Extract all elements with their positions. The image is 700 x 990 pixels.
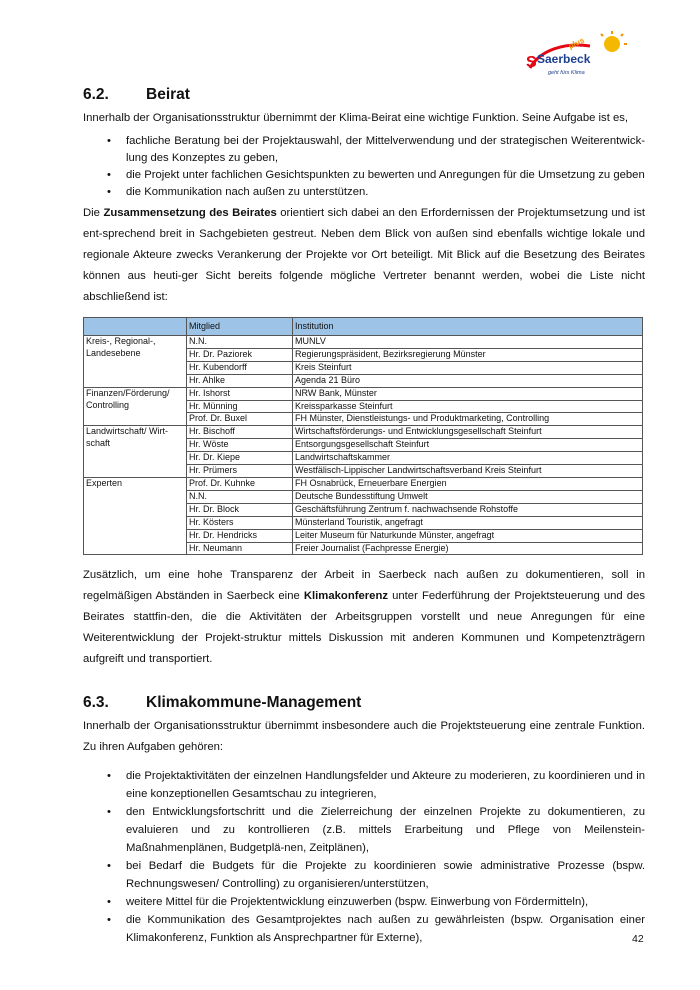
table-row: Landwirtschaft/ Wirt-schaft Hr. Bischoff Wirtschaftsförderungs- und Entwicklungsgesellschaft Steinfurt (84, 426, 643, 439)
section-6-2-intro: Innerhalb der Organisationsstruktur übernimmt der Klima-Beirat eine wichtige Funktion. Seine Aufgabe ist es, (83, 112, 629, 124)
list-item: • die Projektaktivitäten der einzelnen Handlungsfelder und Akteure zu moderieren, zu koordinieren und in eine konzeptionellen Gesamtschau zu integrieren, (107, 770, 645, 801)
table-header: Mitglied (187, 318, 293, 336)
list-item: • die Kommunikation des Gesamtprojektes nach außen zu gewährleisten (bspw. Organisation einer Klimakonferenz, Funktion als Ansprechpartner für Externe), (107, 914, 645, 945)
list-item: • fachliche Beratung bei der Projektauswahl, der Mittelverwendung und der strategischen Weiterentwick-lung des Konzeptes zu geben, (107, 135, 645, 164)
content (83, 86, 645, 947)
table-row: Hr. Dr. Block Geschäftsführung Zentrum f. nachwachsende Rohstoffe (84, 503, 643, 516)
list-item: • die Kommunikation nach außen zu unterstützen. (107, 186, 369, 198)
table-row: Finanzen/Förderung/ Controlling Hr. Ishorst NRW Bank, Münster (84, 387, 643, 400)
table-row: Hr. Ahlke Agenda 21 Büro (84, 374, 643, 387)
section-6-3 (83, 694, 645, 947)
sun-icon (601, 31, 627, 52)
section-6-3-bullet-list (83, 767, 645, 947)
list-item: • bei Bedarf die Budgets für die Projekte zu koordinieren sowie administrative Prozesse (bspw. Rechnungswesen/ Controlling) zu organisieren/unterstützen, (107, 860, 645, 891)
svg-text:plus: plus (567, 35, 586, 51)
table-header: Institution (293, 318, 643, 336)
saerbeck-logo (520, 30, 650, 85)
list-item: • den Entwicklungsfortschritt und die Zielerreichung der einzelnen Projekte zu dokumentieren, zu evaluieren und zu kontrollieren (z.B. mittels Erarbeitung und Pflege von Meilenstein-Maßnahmenplänen, Budgetplä-nen, Zeitplänen), (107, 806, 645, 855)
svg-text:geht fürs Klima: geht fürs Klima (548, 70, 585, 76)
table-row: Hr. Kösters Münsterland Touristik, angefragt (84, 516, 643, 529)
list-item: • weitere Mittel für die Projektentwicklung einzuwerben (bspw. Einwerbung von Fördermitteln), (107, 896, 589, 909)
section-6-3-intro: Innerhalb der Organisationsstruktur übernimmt insbesondere auch die Projektsteuerung eine zentrale Funktion. Zu ihren Aufgaben gehören: (83, 720, 645, 754)
table-row: Prof. Dr. Buxel FH Münster, Dienstleistungs- und Produktmarketing, Controlling (84, 413, 643, 426)
table-row: Hr. Dr. Kiepe Landwirtschaftskammer (84, 452, 643, 465)
table-row: Hr. Neumann Freier Journalist (Fachpresse Energie) (84, 542, 643, 555)
table-row: Experten Prof. Dr. Kuhnke FH Osnabrück, Erneuerbare Energien (84, 477, 643, 490)
table-row: Hr. Wöste Entsorgungsgesellschaft Steinfurt (84, 439, 643, 452)
svg-text:S: S (526, 54, 537, 71)
list-item: • die Projekt unter fachlichen Gesichtspunkten zu bewerten und Anregungen für die Umsetzung zu geben (107, 169, 645, 181)
table-row: Hr. Dr. Paziorek Regierungspräsident, Bezirksregierung Münster (84, 348, 643, 361)
table-row: Hr. Kubendorff Kreis Steinfurt (84, 361, 643, 374)
composition-paragraph: Die Zusammensetzung des Beirates orientiert sich dabei an den Erfordernissen der Projektumsetzung und ist ent-sprechend breit in Sachgebieten gestreut. Neben dem Blick von außen sind ebenfalls wichtige lokale und regionale Akteure zwecks Verankerung der Projekte vor Ort beteiligt. Mit Blick auf die Besetzung des Beirates können aus heuti-ger Sicht bereits folgende mögliche Vertreter benannt werden, wobei die Liste nicht abschließend ist: (83, 207, 645, 303)
table-row: N.N. Deutsche Bundesstiftung Umwelt (84, 490, 643, 503)
table-row: Kreis-, Regional-, Landesebene N.N. MUNLV (84, 336, 643, 349)
conference-paragraph: Zusätzlich, um eine hohe Transparenz der Arbeit in Saerbeck nach außen zu dokumentieren, soll in regelmäßigen Abständen in Saerbeck eine Klimakonferenz unter Federführung der Projektsteuerung und des Beirates stattfin-den, die die Aktivitäten der Arbeitsgruppen vorstellt und neue Anregungen für eine Weiterentwicklung der Projekt-struktur mittels Diskussion mit anderen Kommunen und Kompetenzträgern aufgreift und transportiert. (83, 569, 645, 666)
table-header (84, 318, 187, 336)
table-row: Hr. Münning Kreissparkasse Steinfurt (84, 400, 643, 413)
table-row: Hr. Prümers Westfälisch-Lippischer Landwirtschaftsverband Kreis Steinfurt (84, 465, 643, 478)
section-heading-6-2: 6.2. Beirat (83, 86, 190, 103)
page-number: 42 (632, 933, 644, 945)
section-6-2-bullet-list (83, 133, 645, 201)
advisory-board-table (83, 317, 643, 555)
svg-text:Saerbeck: Saerbeck (537, 52, 591, 66)
section-heading-6-3: 6.3. Klimakommune-Management (83, 694, 362, 712)
table-row: Hr. Dr. Hendricks Leiter Museum für Naturkunde Münster, angefragt (84, 529, 643, 542)
